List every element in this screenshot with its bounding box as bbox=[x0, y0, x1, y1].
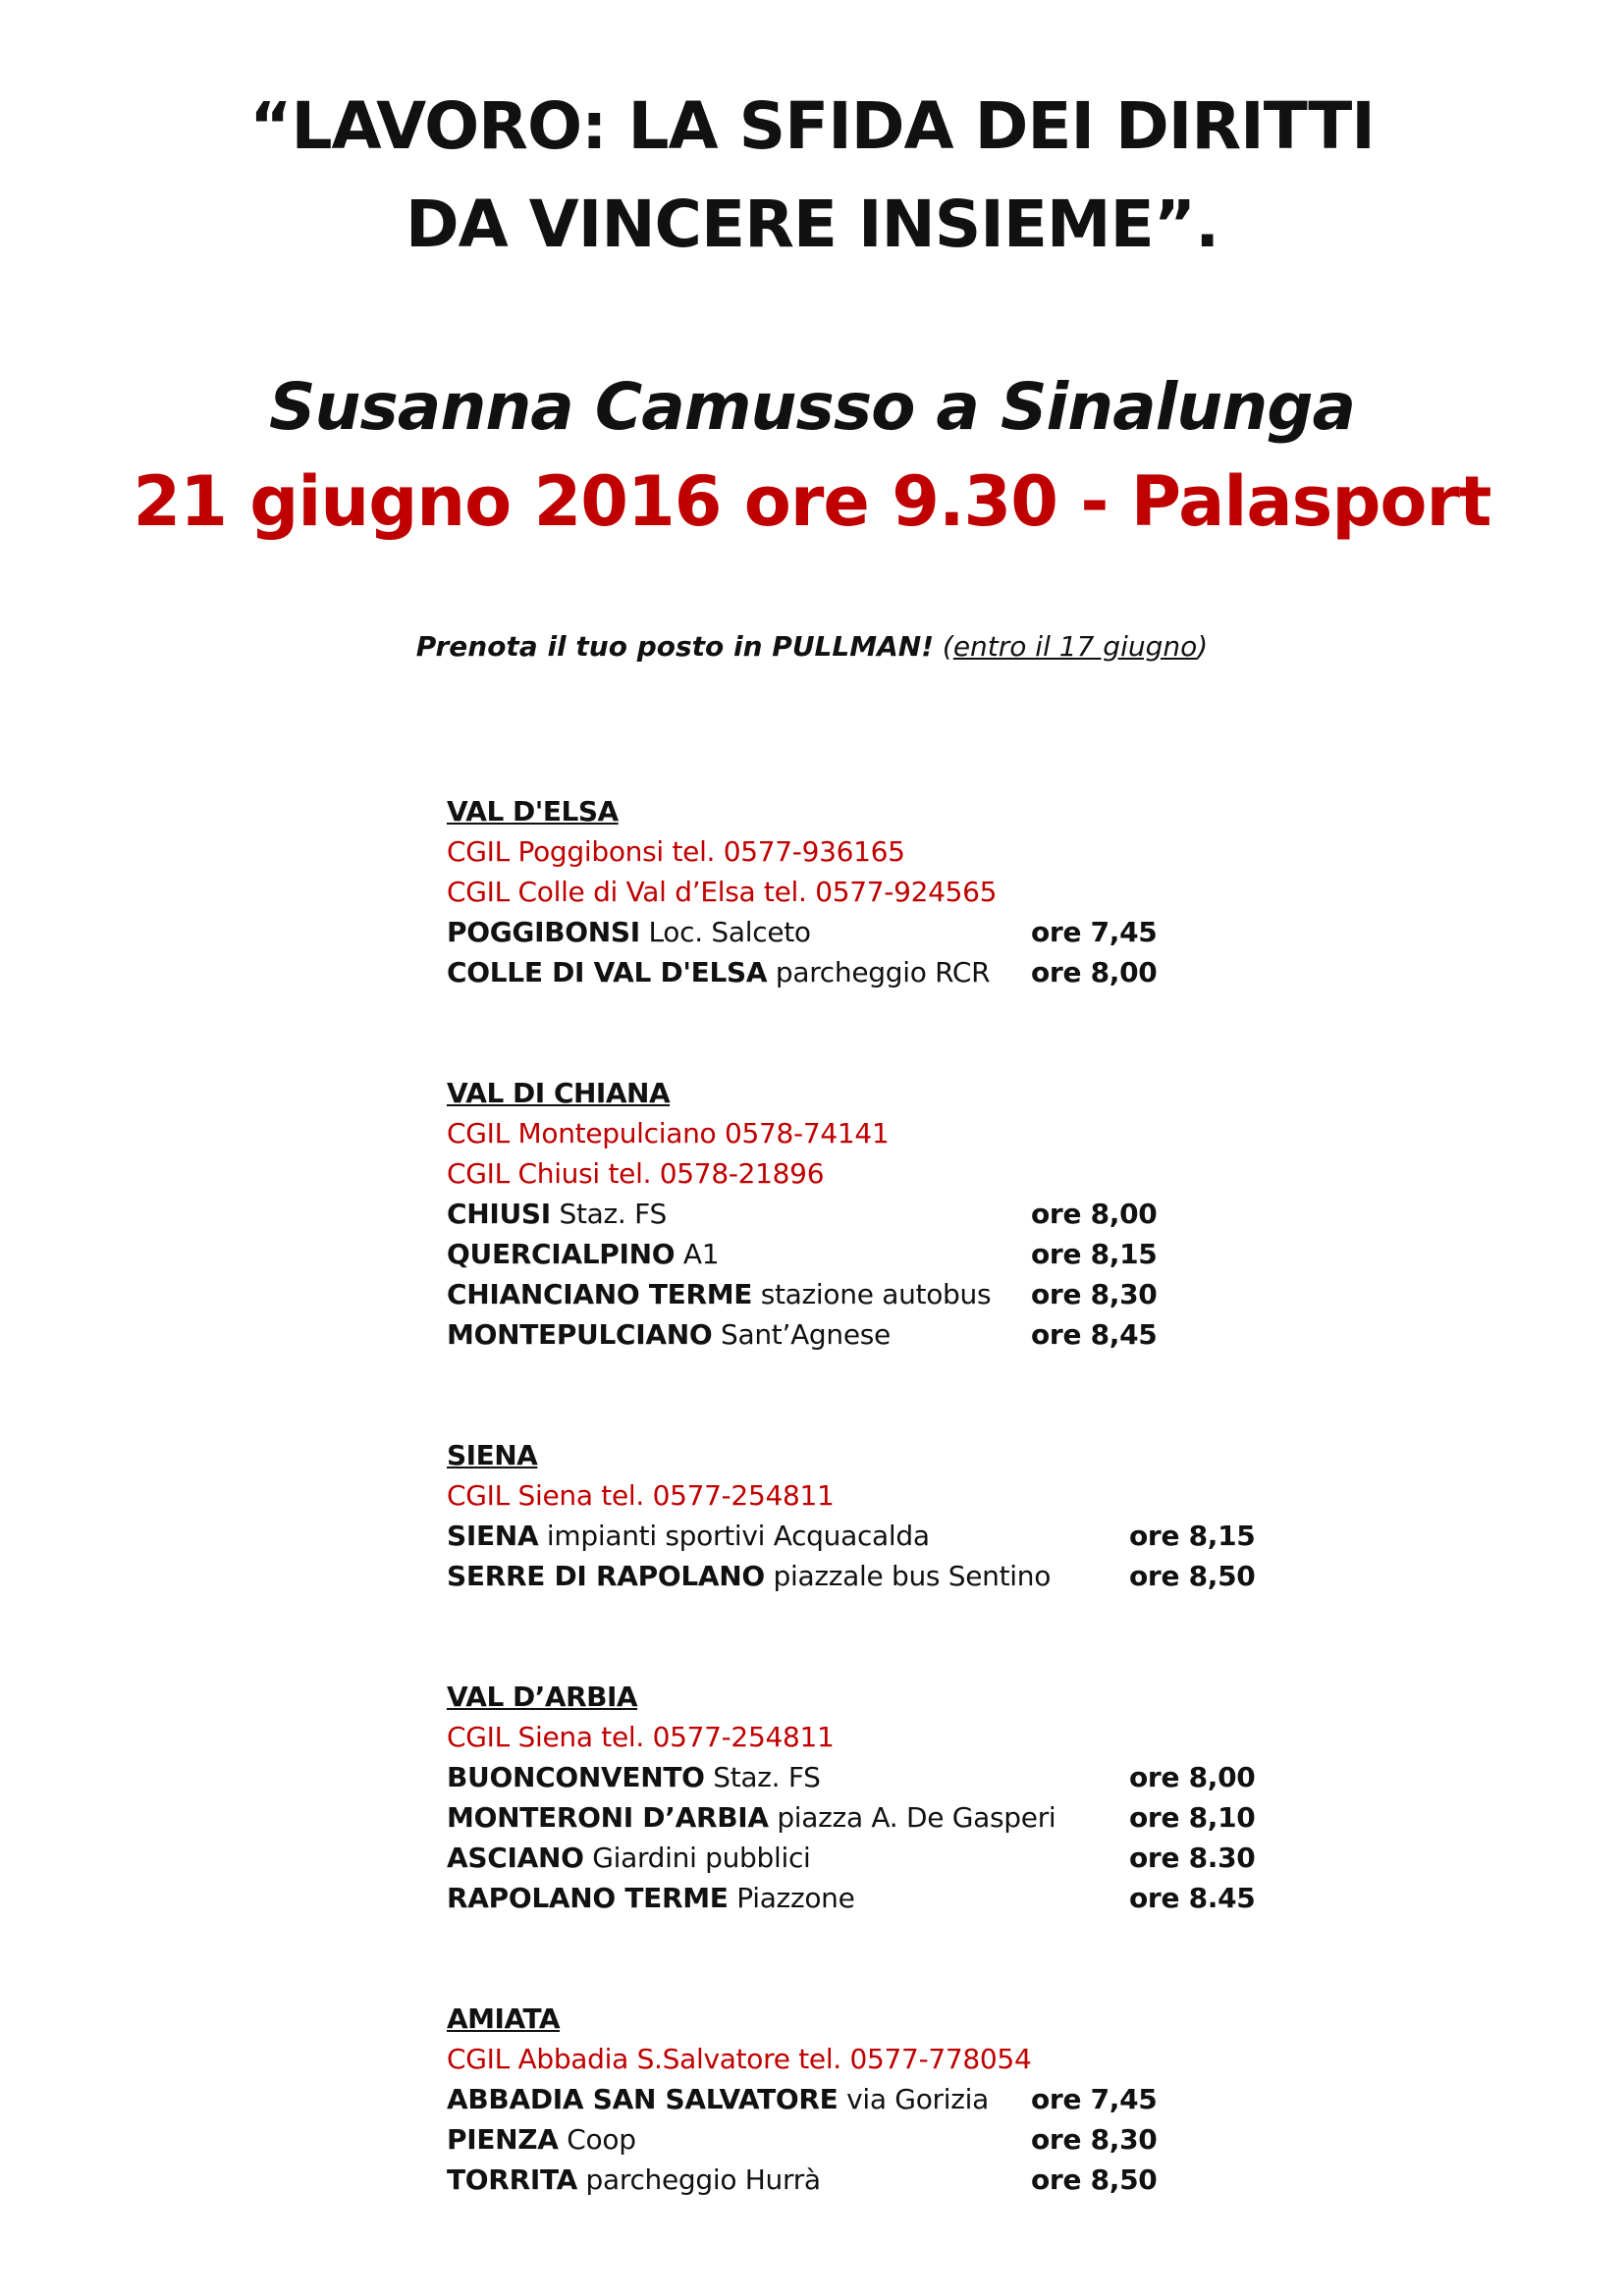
contact-line: CGIL Montepulciano 0578-74141 bbox=[447, 1117, 890, 1149]
section-val-darbia bbox=[447, 1677, 1330, 1918]
stop-place: MONTEPULCIANO bbox=[447, 1318, 713, 1351]
stop-time: ore 8,15 bbox=[1129, 1520, 1256, 1552]
section-val-delsa bbox=[447, 791, 1330, 992]
contact-line: CGIL Chiusi tel. 0578-21896 bbox=[447, 1157, 825, 1190]
bus-stop-row bbox=[447, 2160, 1330, 2200]
stop-detail: Giardini pubblici bbox=[583, 1842, 811, 1874]
stop-time: ore 8,30 bbox=[1031, 2123, 1158, 2156]
stop-time: ore 7,45 bbox=[1031, 916, 1158, 948]
contact-line: CGIL Colle di Val d’Elsa tel. 0577-924565 bbox=[447, 876, 998, 908]
stop-detail: Sant’Agnese bbox=[712, 1318, 891, 1351]
stop-time: ore 8,00 bbox=[1031, 956, 1158, 988]
stop-detail: Piazzone bbox=[728, 1882, 855, 1914]
stop-place: SIENA bbox=[447, 1520, 539, 1552]
event-date-heading: 21 giugno 2016 ore 9.30 - Palasport bbox=[133, 461, 1491, 542]
speaker-heading: Susanna Camusso a Sinalunga bbox=[268, 369, 1356, 445]
contact-line: CGIL Poggibonsi tel. 0577-936165 bbox=[447, 835, 905, 868]
stop-place: RAPOLANO TERME bbox=[447, 1882, 729, 1914]
bus-stop-row bbox=[447, 1797, 1330, 1838]
stop-place: SERRE DI RAPOLANO bbox=[447, 1560, 765, 1592]
bus-stop-row bbox=[447, 1194, 1330, 1234]
stop-time: ore 8,15 bbox=[1031, 1238, 1158, 1270]
bus-stop-row bbox=[447, 1556, 1330, 1596]
stop-detail: parcheggio RCR bbox=[767, 956, 991, 988]
stop-detail: piazza A. De Gasperi bbox=[768, 1801, 1056, 1834]
bus-stop-row bbox=[447, 952, 1330, 992]
booking-note-close: ) bbox=[1197, 630, 1209, 663]
stop-detail: Staz. FS bbox=[550, 1198, 667, 1230]
stop-detail: via Gorizia bbox=[838, 2083, 989, 2115]
stop-place: ASCIANO bbox=[447, 1842, 584, 1874]
title-line-2: DA VINCERE INSIEME”. bbox=[405, 187, 1219, 262]
stop-detail: impianti sportivi Acquacalda bbox=[538, 1520, 930, 1552]
stop-place: QUERCIALPINO bbox=[447, 1238, 676, 1270]
stop-detail: Loc. Salceto bbox=[639, 916, 811, 948]
stop-time: ore 8,00 bbox=[1031, 1198, 1158, 1230]
bus-stop-row bbox=[447, 2119, 1330, 2160]
stop-time: ore 8,45 bbox=[1031, 1318, 1158, 1351]
title-line-1: “LAVORO: LA SFIDA DEI DIRITTI bbox=[249, 88, 1375, 164]
stop-detail: stazione autobus bbox=[752, 1278, 992, 1310]
section-val-di-chiana bbox=[447, 1073, 1330, 1355]
bus-stop-row bbox=[447, 2079, 1330, 2119]
stop-time: ore 8,30 bbox=[1031, 1278, 1158, 1310]
stop-detail: Staz. FS bbox=[704, 1761, 821, 1793]
section-title: VAL D'ELSA bbox=[447, 795, 619, 828]
bus-stop-row bbox=[447, 1274, 1330, 1314]
stop-time: ore 7,45 bbox=[1031, 2083, 1158, 2115]
stop-time: ore 8.30 bbox=[1129, 1842, 1256, 1874]
bus-stop-row bbox=[447, 1516, 1330, 1556]
contact-line: CGIL Siena tel. 0577-254811 bbox=[447, 1721, 835, 1753]
booking-note-main: Prenota il tuo posto in PULLMAN! bbox=[415, 630, 934, 663]
booking-note bbox=[0, 630, 1624, 663]
stop-time: ore 8,50 bbox=[1129, 1560, 1256, 1592]
contact-line: CGIL Abbadia S.Salvatore tel. 0577-778054 bbox=[447, 2043, 1032, 2075]
booking-deadline: entro il 17 giugno bbox=[952, 630, 1198, 663]
section-amiata bbox=[447, 1999, 1330, 2200]
stop-place: ABBADIA SAN SALVATORE bbox=[447, 2083, 839, 2115]
bus-stop-row bbox=[447, 1838, 1330, 1878]
stop-place: MONTERONI D’ARBIA bbox=[447, 1801, 769, 1834]
bus-stop-row bbox=[447, 1757, 1330, 1797]
stop-place: PIENZA bbox=[447, 2123, 559, 2156]
stop-time: ore 8,00 bbox=[1129, 1761, 1256, 1793]
stop-place: COLLE DI VAL D'ELSA bbox=[447, 956, 768, 988]
stop-place: BUONCONVENTO bbox=[447, 1761, 705, 1793]
contact-line: CGIL Siena tel. 0577-254811 bbox=[447, 1479, 835, 1512]
stop-time: ore 8.45 bbox=[1129, 1882, 1256, 1914]
stop-time: ore 8,10 bbox=[1129, 1801, 1256, 1834]
stop-place: TORRITA bbox=[447, 2163, 577, 2196]
bus-stop-row bbox=[447, 912, 1330, 952]
bus-stop-row bbox=[447, 1234, 1330, 1274]
section-title: SIENA bbox=[447, 1439, 538, 1471]
stop-detail: parcheggio Hurrà bbox=[576, 2163, 821, 2196]
stop-place: CHIUSI bbox=[447, 1198, 551, 1230]
bus-stop-row bbox=[447, 1314, 1330, 1355]
section-siena bbox=[447, 1435, 1330, 1596]
stop-detail: piazzale bus Sentino bbox=[764, 1560, 1052, 1592]
stop-detail: Coop bbox=[558, 2123, 636, 2156]
stop-place: CHIANCIANO TERME bbox=[447, 1278, 753, 1310]
stop-detail: A1 bbox=[675, 1238, 720, 1270]
section-title: VAL DI CHIANA bbox=[447, 1077, 671, 1109]
booking-note-open: ( bbox=[933, 630, 953, 663]
section-title: AMIATA bbox=[447, 2002, 561, 2035]
stop-place: POGGIBONSI bbox=[447, 916, 640, 948]
section-title: VAL D’ARBIA bbox=[447, 1681, 638, 1713]
bus-stop-row bbox=[447, 1878, 1330, 1918]
stop-time: ore 8,50 bbox=[1031, 2163, 1158, 2196]
